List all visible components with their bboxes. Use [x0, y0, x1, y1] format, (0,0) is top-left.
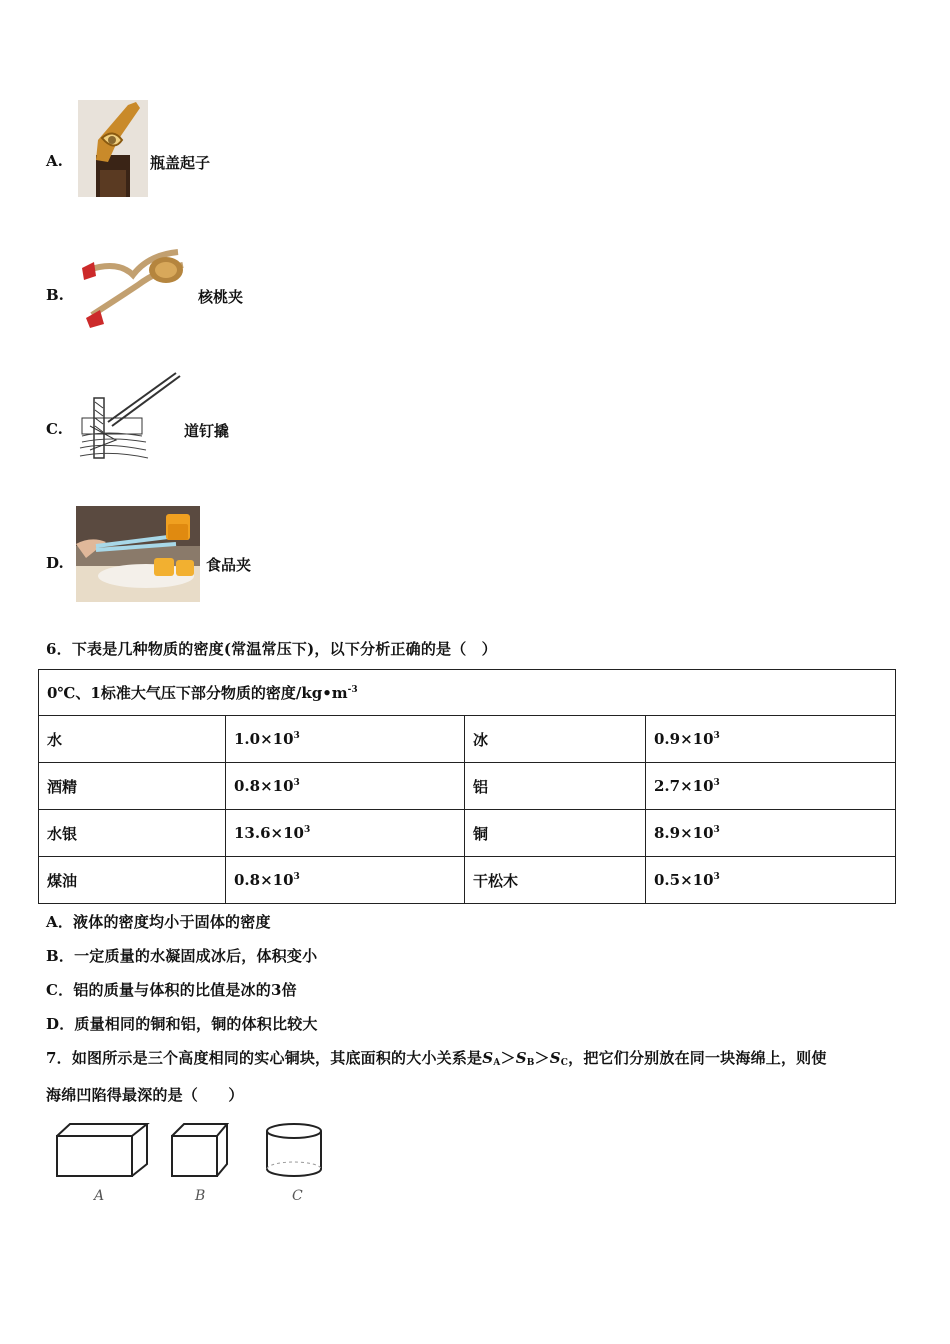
table-row [39, 857, 896, 904]
density-cell: $1.0\times 10^3$ [226, 716, 465, 763]
substance-cell: 酒精 [39, 763, 226, 810]
density-table [38, 669, 896, 904]
option-label: 瓶盖起子 [150, 154, 211, 172]
option-label: 食品夹 [206, 556, 252, 574]
density-cell: $0.5\times 10^3$ [646, 857, 896, 904]
table-title-row [39, 670, 896, 716]
option-letter: B. [46, 286, 64, 304]
substance-cell: 水银 [39, 810, 226, 857]
substance-cell: 铝 [465, 763, 646, 810]
food-tongs-image [76, 506, 200, 602]
table-row [39, 810, 896, 857]
table-row [39, 716, 896, 763]
block-a [57, 1124, 147, 1176]
density-cell: $2.7\times 10^3$ [646, 763, 896, 810]
block-b [172, 1124, 227, 1176]
copper-blocks-figure [52, 1120, 332, 1210]
substance-cell: 冰 [465, 716, 646, 763]
block-c [267, 1124, 321, 1176]
density-cell: $0.8\times 10^3$ [226, 763, 465, 810]
question-6-option-b: B．一定质量的水凝固成冰后，体积变小 [46, 947, 318, 965]
option-letter: A. [46, 152, 63, 170]
option-label: 道钉撬 [184, 422, 230, 440]
density-cell: $13.6\times 10^3$ [226, 810, 465, 857]
question-6-option-c: C．铝的质量与体积的比值是冰的3倍 [46, 981, 297, 999]
block-c-label: C [292, 1188, 303, 1204]
bottle-opener-image [78, 100, 148, 197]
question-7-stem-line2: 海绵凹陷得最深的是（ ） [46, 1086, 244, 1104]
substance-cell: 煤油 [39, 857, 226, 904]
nutcracker-image [78, 240, 198, 330]
substance-cell: 水 [39, 716, 226, 763]
spike-crowbar-image [76, 370, 184, 465]
question-6-option-d: D．质量相同的铜和铝，铜的体积比较大 [46, 1015, 318, 1033]
density-cell: $0.9\times 10^3$ [646, 716, 896, 763]
block-b-label: B [195, 1188, 206, 1204]
option-letter: D. [46, 554, 64, 572]
table-title: 0℃、1标准大气压下部分物质的密度$/kg•m^{-3}$ [39, 670, 896, 716]
question-6-stem: 6．下表是几种物质的密度(常温常压下)，以下分析正确的是（ ） [46, 640, 497, 658]
substance-cell: 干松木 [465, 857, 646, 904]
option-label: 核桃夹 [198, 288, 244, 306]
question-6-option-a: A．液体的密度均小于固体的密度 [46, 913, 271, 931]
option-letter: C. [46, 420, 63, 438]
block-a-label: A [94, 1188, 105, 1204]
question-7-stem: 7．如图所示是三个高度相同的实心铜块，其底面积的大小关系是$S_A>S_B>S_C$，把它们分别放在同一块海绵上，则使 [46, 1049, 827, 1068]
substance-cell: 铜 [465, 810, 646, 857]
density-cell: $8.9\times 10^3$ [646, 810, 896, 857]
table-row [39, 763, 896, 810]
density-cell: $0.8\times 10^3$ [226, 857, 465, 904]
